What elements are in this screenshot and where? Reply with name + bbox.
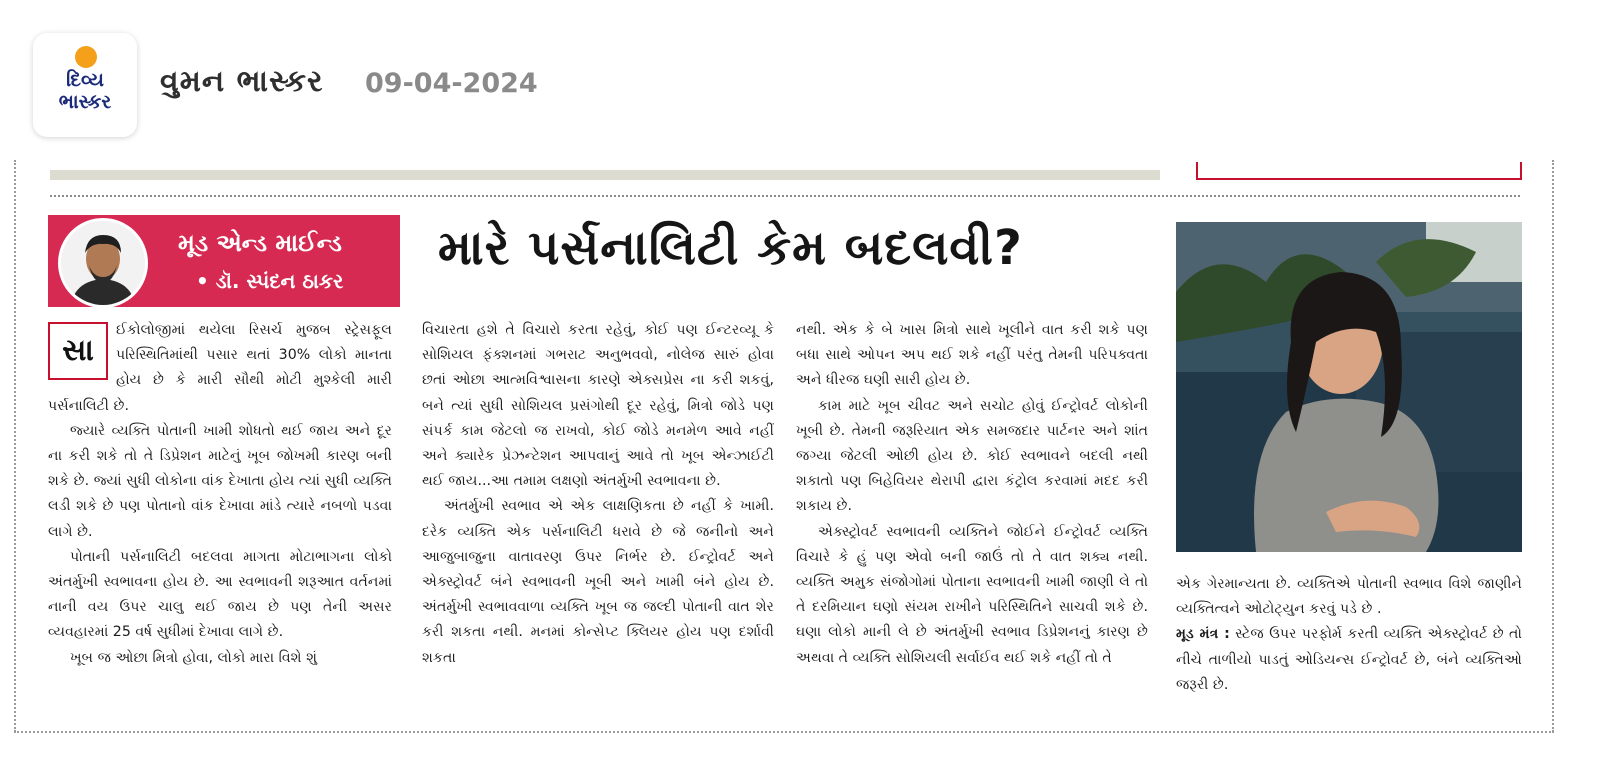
top-grey-strip (50, 170, 1160, 180)
article-column-4 (1176, 572, 1522, 698)
column-title: મૂડ એન્ડ માઈન્ડ (178, 229, 342, 257)
paragraph: વિચારતા હશે તે વિચારો કરતા રહેવું, કોઈ પણ ઈન્ટરવ્યૂ કે સોશિયલ ફંક્શનમાં ગભરાટ અનુભવવો, નોલેજ સારું હોવા છતાં ઓછા આત્મવિશ્વાસના કારણે એક્સપ્રેસ ના કરી શકવું, બને ત્યાં સુધી સોશિયલ પ્રસંગોથી દૂર રહેવું, મિત્રો જોડે પણ સંપર્ક કામ જેટલો જ રાખવો, કોઈ જોડે મનમેળ આવે નહીં અને ક્યારેક પ્રેઝન્ટેશન આપવાનું આવે તો ખૂબ એન્ઝાઈટી થઈ જાય...આ તમામ લક્ષણો અંતર્મુખી સ્વભાવના છે. (422, 322, 774, 490)
article-column-3 (796, 318, 1148, 671)
red-frame-fragment (1196, 162, 1522, 180)
logo-text-line2: ભાસ્કર (58, 91, 112, 113)
author-avatar (58, 218, 148, 308)
newspaper-clipping (14, 160, 1588, 732)
divya-bhaskar-logo[interactable] (33, 33, 137, 137)
section-title: વુમન ભાસ્કર (160, 64, 324, 99)
dotted-separator (50, 195, 1520, 197)
paragraph: ઈકોલોજીમાં થયેલા રિસર્ચ મુજબ સ્ટ્રેસફૂલ પરિસ્થિતિમાંથી પસાર થતાં 30% લોકો માનતા હોય છે કે મારી સૌથી મોટી મુશ્કેલી મારી પર્સનાલિટી છે. (48, 322, 392, 414)
article-photo (1176, 222, 1522, 552)
mood-mantra-label: મૂડ મંત્ર : (1176, 626, 1230, 643)
mood-mantra (1176, 622, 1522, 698)
paragraph: એક ગેરમાન્યતા છે. વ્યક્તિએ પોતાની સ્વભાવ વિશે જાણીને વ્યક્તિત્વને ઓટોટ્યુન કરવું પડે છે . (1176, 576, 1522, 618)
article-column-2 (422, 318, 774, 671)
person-icon (61, 221, 145, 305)
author-name: • ડૉ. સ્પંદન ઠાકર (196, 269, 344, 293)
paragraph: નથી. એક કે બે ખાસ મિત્રો સાથે ખૂલીને વાત કરી શકે પણ બધા સાથે ઓપન અપ થઈ શકે નહીં પરંતુ તેમની પરિપક્વતા અને ધીરજ ઘણી સારી હોય છે. (796, 322, 1148, 389)
paragraph: ખૂબ જ ઓછા મિત્રો હોવા, લોકો મારા વિશે શું (70, 649, 318, 666)
paragraph: એક્સ્ટ્રોવર્ટ સ્વભાવની વ્યક્તિને જોઈને ઈન્ટ્રોવર્ટ વ્યક્તિ વિચારે કે હું પણ એવો બની જાઉં તો તે વાત શક્ય નથી. વ્યક્તિ અમુક સંજોગોમાં પોતાના સ્વભાવની ખામી જાણી લે તો તે દરમિયાન ઘણો સંયમ રાખીને પરિસ્થિતિને સાચવી શકે છે. ઘણા લોકો માની લે છે અંતર્મુખી સ્વભાવ ડિપ્રેશનનું કારણ છે અથવા તે વ્યક્તિ સોશિયલી સર્વાઈવ થઈ શકે નહીં તો તે (796, 523, 1148, 666)
clip-border-right (1552, 160, 1554, 732)
column-banner (48, 215, 400, 307)
paragraph: પોતાની પર્સનાલિટી બદલવા માગતા મોટાભાગના લોકો અંતર્મુખી સ્વભાવના હોય છે. આ સ્વભાવની શરૂઆત વર્તનમાં નાની વય ઉપર ચાલુ થઈ જાય છે પણ તેની અસર વ્યવહારમાં 25 વર્ષ સુધીમાં દેખાવા લાગે છે. (48, 548, 392, 641)
article-column-1 (48, 318, 392, 671)
publish-date: 09-04-2024 (365, 68, 538, 99)
clip-border-left (14, 160, 16, 732)
paragraph: કામ માટે ખૂબ ચીવટ અને સચોટ હોવું ઈન્ટ્રોવર્ટ લોકોની ખૂબી છે. તેમની જરૂરિયાત એક સમજદાર પાર્ટનર અને શાંત જગ્યા જેટલી ઓછી હોય છે. કોઈ સ્વભાવને બદલી નથી શકાતો પણ બિહેવિયર થેરાપી દ્વારા કંટ્રોલ કરવામાં મદદ કરી શકાય છે. (796, 397, 1148, 515)
paragraph: અંતર્મુખી સ્વભાવ એ એક લાક્ષણિકતા છે નહીં કે ખામી. દરેક વ્યક્તિ એક પર્સનાલિટી ધરાવે છે જે જનીનો અને આજુબાજુના વાતાવરણ ઉપર નિર્ભર છે. ઈન્ટ્રોવર્ટ અને એક્સ્ટ્રોવર્ટ બંને સ્વભાવની ખૂબી અને ખામી બંને હોય છે. અંતર્મુખી સ્વભાવવાળા વ્યક્તિ ખૂબ જ જલ્દી પોતાની વાત શેર કરી શકતા નથી. મનમાં કોન્સેપ્ટ ક્લિયર હોય પણ દર્શાવી શકતા (422, 498, 774, 666)
mood-mantra-text: સ્ટેજ ઉપર પરફોર્મ કરતી વ્યક્તિ એક્સ્ટ્રોવર્ટ છે તો નીચે તાળીયો પાડતું ઓડિયન્સ ઈન્ટ્રોવર્ટ છે, બંને વ્યક્તિઓ જરૂરી છે. (1176, 626, 1522, 693)
drop-cap: સા (48, 322, 108, 380)
paragraph: જ્યારે વ્યક્તિ પોતાની ખામી શોધતો થઈ જાય અને દૂર ના કરી શકે તો તે ડિપ્રેશન માટેનું ખૂબ જોખમી કારણ બની શકે છે. જ્યાં સુધી લોકોના વાંક દેખાતા હોય ત્યાં સુધી વ્યક્તિ લડી શકે છે પણ પોતાનો વાંક દેખાવા માંડે ત્યારે નબળો પડવા લાગે છે. (48, 422, 392, 540)
sun-icon (75, 46, 97, 68)
app-header (0, 0, 1600, 160)
sad-woman-illustration (1176, 222, 1522, 552)
article-headline: મારે પર્સનાલિટી કેમ બદલવી? (438, 220, 1023, 276)
logo-text-line1: દિવ્ય (66, 69, 104, 91)
clip-border-bottom (14, 731, 1554, 733)
